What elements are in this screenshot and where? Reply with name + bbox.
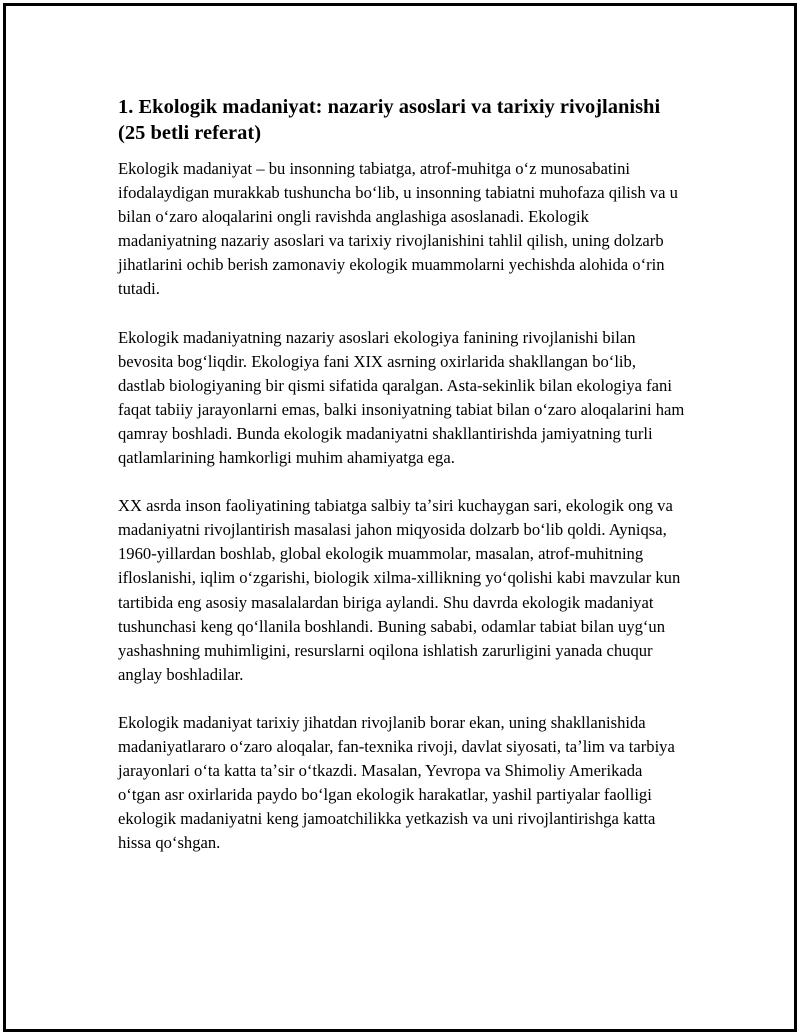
document-title: 1. Ekologik madaniyat: nazariy asoslari va tarixiy rivojlanishi (25 betli referat) <box>118 96 661 144</box>
document-body <box>118 94 686 879</box>
paragraph-3: XX asrda inson faoliyatining tabiatga salbiy taʼsiri kuchaygan sari, ekologik ong va madaniyatni rivojlantirish masalasi jahon miqyosida dolzarb boʻlib qoldi. Ayniqsa, 1960-yillardan boshlab, global ekologik muammolar, masalan, atrof-muhitning ifloslanishi, iqlim oʻzgarishi, biologik xilma-xillikning yoʻqolishi kabi mavzular kun tartibida eng asosiy masalalardan biriga aylandi. Shu davrda ekologik madaniyat tushunchasi keng qoʻllanila boshlandi. Buning sababi, odamlar tabiat bilan uygʻun yashashning muhimligini, resurslarni oqilona ishlatish zarurligini yanada chuqur anglay boshladilar. <box>118 496 681 684</box>
paragraph-2: Ekologik madaniyatning nazariy asoslari ekologiya fanining rivojlanishi bilan bevosita bogʻliqdir. Ekologiya fani XIX asrning oxirlarida shakllangan boʻlib, dastlab biologiyaning bir qismi sifatida qaralgan. Asta-sekinlik bilan ekologiya fani faqat tabiiy jarayonlarni emas, balki insoniyatning tabiat bilan oʻzaro aloqalarini ham qamray boshladi. Bunda ekologik madaniyatni shakllantirishda jamiyatning turli qatlamlarining hamkorligi muhim ahamiyatga ega. <box>118 327 685 468</box>
paragraph-4: Ekologik madaniyat tarixiy jihatdan rivojlanib borar ekan, uning shakllanishida madaniyatlararo oʻzaro aloqalar, fan-texnika rivoji, davlat siyosati, taʼlim va tarbiya jarayonlari oʻta katta taʼsir oʻtkazdi. Masalan, Yevropa va Shimoliy Amerikada oʻtgan asr oxirlarida paydo boʻlgan ekologik harakatlar, yashil partiyalar faolligi ekologik madaniyatni keng jamoatchilikka yetkazish va uni rivojlantirishga katta hissa qoʻshgan. <box>118 712 675 853</box>
paragraph-1: Ekologik madaniyat – bu insonning tabiatga, atrof-muhitga oʻz munosabatini ifodalaydigan murakkab tushuncha boʻlib, u insonning tabiatni muhofaza qilish va u bilan oʻzaro aloqalarini ongli ravishda anglashiga asoslanadi. Ekologik madaniyatning nazariy asoslari va tarixiy rivojlanishini tahlil qilish, uning dolzarb jihatlarini ochib berish zamonaviy ekologik muammolarni yechishda alohida oʻrin tutadi. <box>118 159 678 299</box>
